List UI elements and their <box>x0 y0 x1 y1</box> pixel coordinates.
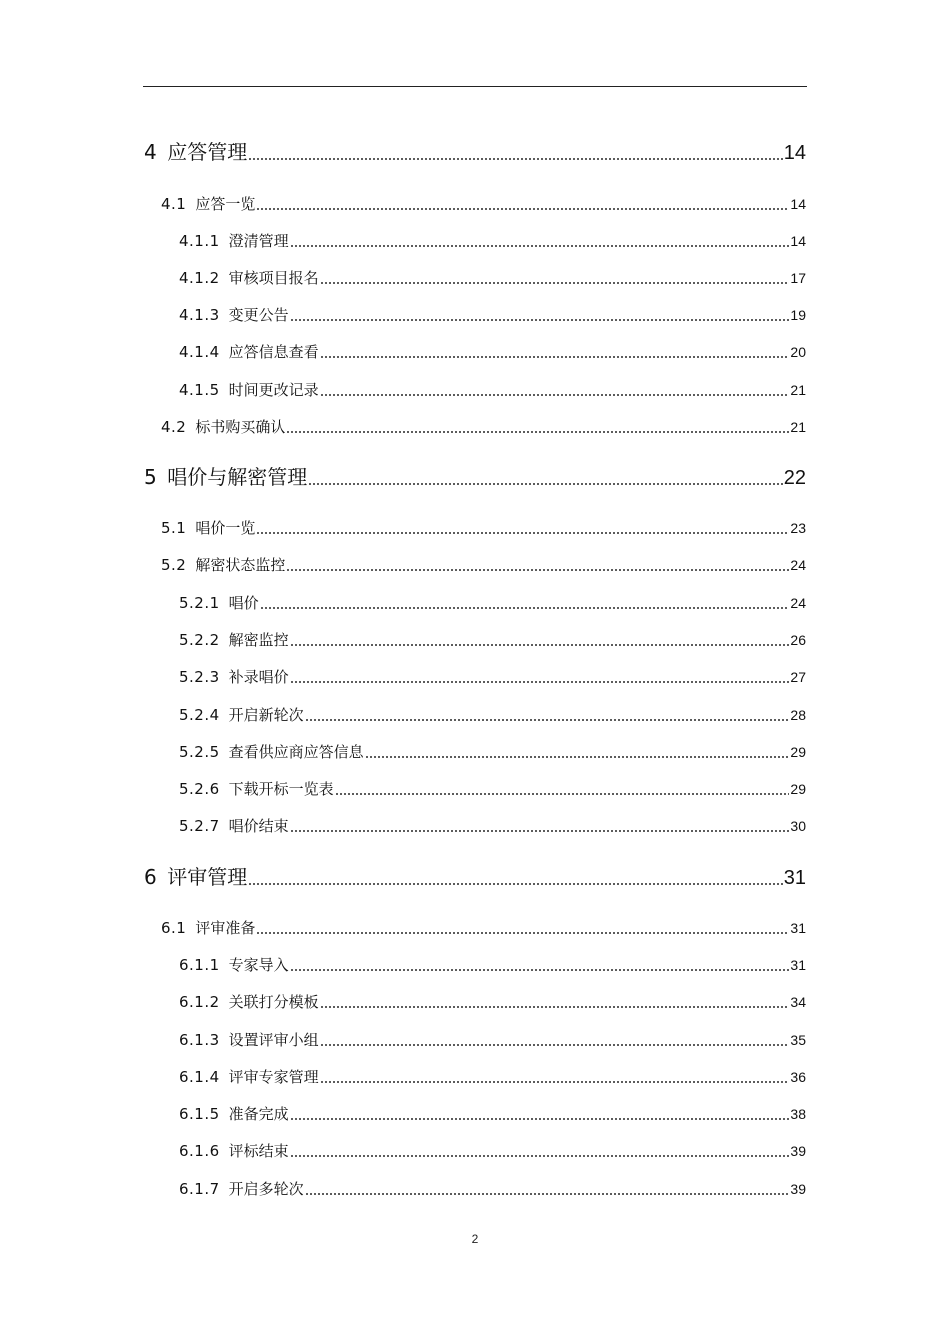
toc-entry-number: 4.1 <box>161 195 187 213</box>
toc-dot-leader <box>256 532 789 534</box>
toc-entry-title: 时间更改记录 <box>228 381 319 399</box>
toc-entry-page: 23 <box>790 520 806 536</box>
toc-entry-level-3[interactable] <box>179 705 806 725</box>
toc-entry-title: 唱价结束 <box>228 817 289 835</box>
toc-entry-page: 31 <box>783 867 806 889</box>
toc-dot-leader <box>248 158 783 160</box>
toc-entry-number: 6.1 <box>161 919 187 937</box>
toc-entry-number: 4.1.3 <box>179 306 220 324</box>
toc-entry-title: 评标结束 <box>228 1142 289 1160</box>
toc-entry-page: 35 <box>790 1032 806 1048</box>
toc-entry-title: 开启新轮次 <box>228 706 304 724</box>
toc-entry-page: 22 <box>783 467 806 489</box>
toc-entry-page: 17 <box>790 270 806 286</box>
toc-entry-level-3[interactable] <box>179 305 806 325</box>
toc-entry-number: 6.1.5 <box>179 1105 220 1123</box>
toc-entry-level-3[interactable] <box>179 955 806 975</box>
toc-dot-leader <box>286 431 789 433</box>
toc-entry-page: 21 <box>790 382 806 398</box>
toc-entry-page: 14 <box>790 233 806 249</box>
toc-entry-level-2[interactable] <box>161 918 806 938</box>
toc-entry-number: 4.1.4 <box>179 343 220 361</box>
toc-dot-leader <box>290 1155 790 1157</box>
toc-entry-title: 唱价与解密管理 <box>167 465 308 489</box>
toc-entry-level-2[interactable] <box>161 555 806 575</box>
toc-entry-number: 5 <box>144 465 158 489</box>
toc-entry-level-3[interactable] <box>179 380 806 400</box>
toc-dot-leader <box>290 969 790 971</box>
toc-entry-number: 6.1.3 <box>179 1031 220 1049</box>
toc-entry-page: 27 <box>790 669 806 685</box>
toc-entry-page: 38 <box>790 1106 806 1122</box>
toc-entry-page: 39 <box>790 1143 806 1159</box>
toc-dot-leader <box>290 830 790 832</box>
toc-entry-level-3[interactable] <box>179 268 806 288</box>
toc-entry-number: 5.2 <box>161 556 187 574</box>
toc-entry-page: 14 <box>783 142 806 164</box>
toc-entry-level-3[interactable] <box>179 816 806 836</box>
toc-entry-title: 开启多轮次 <box>228 1180 304 1198</box>
toc-entry-title: 下载开标一览表 <box>228 780 334 798</box>
toc-dot-leader <box>320 394 790 396</box>
toc-entry-title: 专家导入 <box>228 956 289 974</box>
toc-entry-title: 评审准备 <box>195 919 256 937</box>
toc-entry-title: 审核项目报名 <box>228 269 319 287</box>
toc-entry-level-1[interactable] <box>144 864 806 890</box>
toc-dot-leader <box>290 319 790 321</box>
toc-entry-level-3[interactable] <box>179 1179 806 1199</box>
toc-entry-title: 变更公告 <box>228 306 289 324</box>
toc-entry-page: 21 <box>790 419 806 435</box>
toc-entry-title: 查看供应商应答信息 <box>228 743 364 761</box>
toc-entry-page: 24 <box>790 595 806 611</box>
toc-entry-number: 4.1.2 <box>179 269 220 287</box>
toc-entry-page: 34 <box>790 994 806 1010</box>
toc-dot-leader <box>308 483 783 485</box>
toc-dot-leader <box>256 208 789 210</box>
toc-entry-page: 19 <box>790 307 806 323</box>
toc-entry-page: 14 <box>790 196 806 212</box>
toc-dot-leader <box>286 569 789 571</box>
toc-entry-title: 评审专家管理 <box>228 1068 319 1086</box>
toc-dot-leader <box>256 932 789 934</box>
toc-entry-number: 5.2.4 <box>179 706 220 724</box>
toc-entry-level-3[interactable] <box>179 1030 806 1050</box>
toc-entry-number: 4.1.5 <box>179 381 220 399</box>
toc-entry-level-3[interactable] <box>179 1067 806 1087</box>
toc-entry-page: 29 <box>790 781 806 797</box>
toc-entry-title: 澄清管理 <box>228 232 289 250</box>
toc-entry-number: 6 <box>144 865 158 889</box>
toc-entry-title: 准备完成 <box>228 1105 289 1123</box>
toc-entry-level-3[interactable] <box>179 742 806 762</box>
toc-dot-leader <box>260 607 790 609</box>
toc-entry-number: 4.1.1 <box>179 232 220 250</box>
toc-dot-leader <box>320 356 790 358</box>
toc-dot-leader <box>290 245 790 247</box>
toc-entry-page: 26 <box>790 632 806 648</box>
toc-entry-page: 31 <box>790 957 806 973</box>
toc-entry-level-3[interactable] <box>179 992 806 1012</box>
toc-dot-leader <box>305 719 790 721</box>
toc-entry-level-3[interactable] <box>179 231 806 251</box>
toc-dot-leader <box>365 756 790 758</box>
toc-entry-number: 6.1.4 <box>179 1068 220 1086</box>
toc-entry-level-1[interactable] <box>144 139 806 165</box>
toc-entry-page: 39 <box>790 1181 806 1197</box>
toc-dot-leader <box>305 1193 790 1195</box>
toc-entry-page: 20 <box>790 344 806 360</box>
toc-entry-number: 5.1 <box>161 519 187 537</box>
toc-entry-level-2[interactable] <box>161 417 806 437</box>
toc-entry-level-3[interactable] <box>179 1141 806 1161</box>
toc-entry-page: 28 <box>790 707 806 723</box>
toc-entry-number: 5.2.2 <box>179 631 220 649</box>
toc-entry-level-3[interactable] <box>179 1104 806 1124</box>
toc-entry-number: 5.2.7 <box>179 817 220 835</box>
toc-entry-title: 唱价 <box>228 594 259 612</box>
toc-entry-title: 标书购买确认 <box>195 418 286 436</box>
toc-entry-number: 6.1.7 <box>179 1180 220 1198</box>
toc-entry-title: 解密监控 <box>228 631 289 649</box>
toc-entry-level-2[interactable] <box>161 194 806 214</box>
toc-entry-number: 5.2.3 <box>179 668 220 686</box>
toc-entry-page: 29 <box>790 744 806 760</box>
toc-dot-leader <box>290 681 790 683</box>
toc-entry-level-1[interactable] <box>144 464 806 490</box>
toc-entry-level-3[interactable] <box>179 779 806 799</box>
toc-entry-number: 4.2 <box>161 418 187 436</box>
toc-entry-page: 31 <box>790 920 806 936</box>
toc-entry-number: 4 <box>144 140 158 164</box>
toc-entry-title: 设置评审小组 <box>228 1031 319 1049</box>
toc-entry-title: 关联打分模板 <box>228 993 319 1011</box>
toc-entry-level-3[interactable] <box>179 630 806 650</box>
toc-dot-leader <box>248 883 783 885</box>
toc-entry-number: 5.2.6 <box>179 780 220 798</box>
toc-dot-leader <box>290 644 790 646</box>
toc-entry-title: 评审管理 <box>167 865 248 889</box>
toc-dot-leader <box>290 1118 790 1120</box>
toc-entry-level-2[interactable] <box>161 518 806 538</box>
toc-dot-leader <box>320 1081 790 1083</box>
toc-entry-title: 应答管理 <box>167 140 248 164</box>
toc-entry-number: 5.2.1 <box>179 594 220 612</box>
toc-entry-number: 6.1.6 <box>179 1142 220 1160</box>
toc-entry-title: 补录唱价 <box>228 668 289 686</box>
toc-entry-level-3[interactable] <box>179 342 806 362</box>
toc-entry-page: 36 <box>790 1069 806 1085</box>
toc-entry-level-3[interactable] <box>179 667 806 687</box>
footer-page-number: 2 <box>471 1232 479 1246</box>
toc-entry-page: 24 <box>790 557 806 573</box>
toc-dot-leader <box>335 793 790 795</box>
toc-entry-level-3[interactable] <box>179 593 806 613</box>
toc-entry-number: 6.1.2 <box>179 993 220 1011</box>
toc-entry-title: 解密状态监控 <box>195 556 286 574</box>
toc-entry-title: 唱价一览 <box>195 519 256 537</box>
toc-entry-number: 5.2.5 <box>179 743 220 761</box>
toc-dot-leader <box>320 1044 790 1046</box>
toc-entry-number: 6.1.1 <box>179 956 220 974</box>
toc-entry-title: 应答信息查看 <box>228 343 319 361</box>
toc-entry-page: 30 <box>790 818 806 834</box>
toc-entry-title: 应答一览 <box>195 195 256 213</box>
toc-dot-leader <box>320 282 790 284</box>
toc-dot-leader <box>320 1006 790 1008</box>
